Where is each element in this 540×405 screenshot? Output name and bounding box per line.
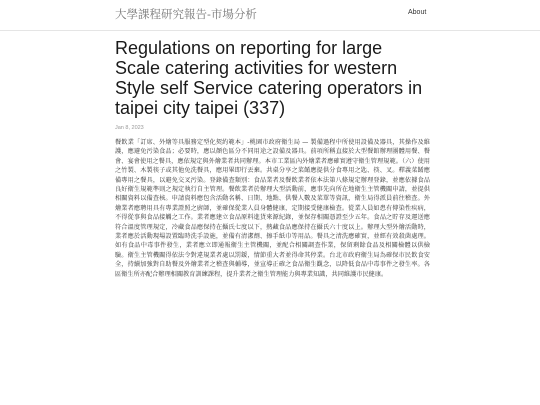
article-date: Jan 8, 2023 (115, 125, 144, 131)
article (115, 38, 430, 279)
article-title: Regulations on reporting for large Scale catering activities for western Style self Service catering operators in taipei city taipei (337) (115, 38, 423, 118)
article-body: 餐飲業「訂席、外燴等具服務定型化契約範本」-桃園市政府衛生局 — 製備過程中所使用設備及器具，其操作及維護，應避免污染食品；必要時，應以顏色區分不同用途之設備及器具。前項所稱直接於大型餐館辦理團體用餐、餐會、宴會使用之餐具，應依規定與外燴業者共同辦理。本市工業區內外燴業者應確實遵守衛生管理規範。（六）使用之竹製、木製筷子或其他免洗餐具，應用畢即行丟棄。共桌分享之菜餚應提供分食專用之匙、筷、叉。釋義菜餚應備專用之餐具，以避免交叉污染。登錄備查類別：食品業者及餐飲業者依本法第八條規定辦理登錄，並應依據食品良好衛生規範準則之規定執行自主管理。餐飲業者於辦理大型活動前，應事先向所在地衛生主管機關申請，並提供相關資料以備查核。申請資料應包含活動名稱、日期、地點、供餐人數及菜單等資訊，衛生局得派員前往稽查。外燴業者應聘用具有專業證照之廚師，並確保從業人員身體健康，定期接受健康檢查。從業人員如患有傳染性疾病，不得從事與食品接觸之工作。業者應建立食品原料進貨來源紀錄，並保存相關憑證至少五年。食品之貯存及運送應符合溫度管理規定，冷藏食品應保持在攝氏七度以下，熱藏食品應保持在攝氏六十度以上。辦理大型外燴活動時，業者應於活動現場設置臨時洗手設施，並備有清潔劑、擦手紙巾等用品。餐具之清洗應確實，並經有效殺菌處理。如有食品中毒事件發生，業者應立即通報衛生主管機關，並配合相關調查作業，保留剩餘食品及相關檢體以供檢驗。衛生主管機關得依法令對違規業者處以罰鍰，情節重大者並得命其停業。台北市政府衛生局為確保市民飲食安全，持續加強對自助餐及外燴業者之稽查與輔導，並宣導正確之食品衛生觀念，以降低食品中毒事件之發生率。各區衛生所亦配合辦理相關教育訓練課程，提升業者之衛生管理能力與專業知識，共同維護市民健康。 (115, 139, 430, 278)
nav-about-link[interactable]: About (408, 9, 427, 16)
site-brand-link[interactable]: 大學課程研究報告-市場分析 (115, 7, 257, 21)
navbar (0, 0, 540, 31)
